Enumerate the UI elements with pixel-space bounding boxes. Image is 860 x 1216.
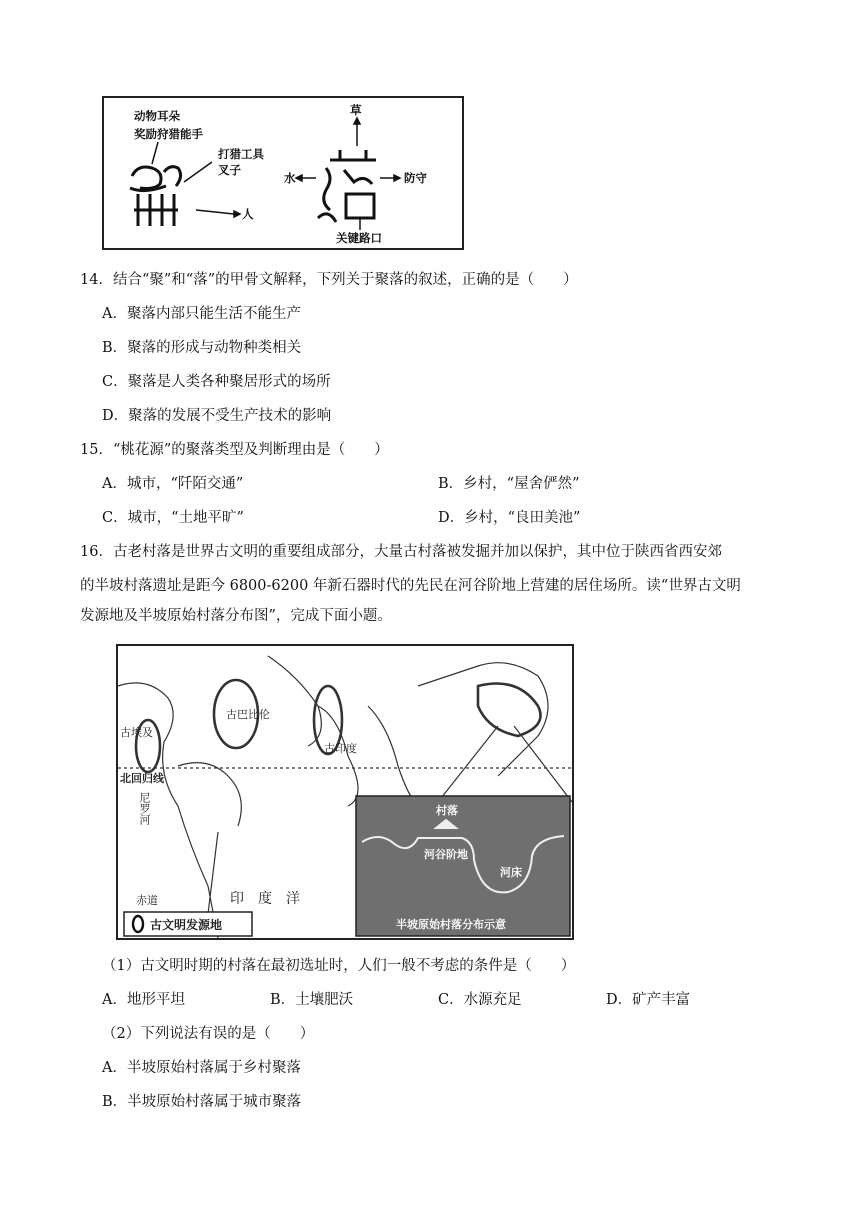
q15-option-b: B．乡村，“屋舍俨然” [438, 476, 580, 492]
q16-sub1-option-b: B．土壤肥沃 [270, 992, 354, 1008]
map-label-ancient-babylon: 古巴比伦 [226, 708, 270, 721]
map-label-equator: 赤道 [136, 894, 158, 907]
q14-option-c: C．聚落是人类各种聚居形式的场所 [102, 374, 331, 390]
q15-stem: 15．“桃花源”的聚落类型及判断理由是（ ） [80, 442, 389, 458]
civilization-map [116, 644, 574, 940]
q14-option-a: A．聚落内部只能生活不能生产 [102, 306, 301, 322]
map-label-indian-ocean: 印 度 洋 [230, 891, 300, 907]
inset-label-riverbed: 河床 [500, 866, 522, 879]
map-drawing [118, 646, 572, 938]
q15-option-a: A．城市，“阡陌交通” [102, 476, 244, 492]
label-key-road: 关键路口 [336, 231, 382, 245]
label-hunting-tool: 打猎工具 [218, 147, 264, 161]
label-grass: 草 [350, 103, 362, 117]
q16-sub2-option-a: A．半坡原始村落属于乡村聚落 [102, 1060, 301, 1076]
map-label-ancient-india: 古印度 [324, 742, 357, 755]
q16-sub2-stem: （2）下列说法有误的是（ ） [102, 1026, 315, 1042]
map-label-north-tropic: 北回归线 [120, 772, 164, 785]
label-person: 人 [242, 207, 254, 221]
q14-option-d: D．聚落的发展不受生产技术的影响 [102, 408, 332, 424]
inset-label-terrace: 河谷阶地 [424, 848, 468, 861]
luo-glyph [318, 150, 376, 222]
label-animal-ears: 动物耳朵 [134, 109, 180, 123]
q16-sub1-option-c: C．水源充足 [438, 992, 522, 1008]
label-fork: 叉子 [218, 163, 241, 177]
q15-option-d: D．乡村，“良田美池” [438, 510, 581, 526]
q16-line-1: 16．古老村落是世界古文明的重要组成部分，大量古村落被发掘并加以保护，其中位于陕西省西安郊 [80, 544, 722, 560]
label-defense: 防守 [404, 171, 427, 185]
q15-option-c: C．城市，“土地平旷” [102, 510, 244, 526]
inset-title: 半坡原始村落分布示意 [396, 918, 506, 931]
map-legend-label: 古文明发源地 [150, 918, 223, 932]
q16-sub2-option-b: B．半坡原始村落属于城市聚落 [102, 1094, 302, 1110]
q16-sub1-option-d: D．矿产丰富 [606, 992, 691, 1008]
oracle-bone-figure [102, 96, 464, 250]
inset-label-village: 村落 [436, 804, 458, 817]
q16-sub1-option-a: A．地形平坦 [102, 992, 185, 1008]
q16-line-2: 的半坡村落遗址是距今 6800-6200 年新石器时代的先民在河谷阶地上营建的居住场所。读“世界古文明 [80, 578, 741, 594]
map-label-nile: 尼罗河 [138, 792, 151, 825]
q14-stem: 14．结合“聚”和“落”的甲骨文解释，下列关于聚落的叙述，正确的是（ ） [80, 272, 578, 288]
q16-line-3: 发源地及半坡原始村落分布图”，完成下面小题。 [80, 608, 392, 624]
q16-sub1-stem: （1）古文明时期的村落在最初选址时，人们一般不考虑的条件是（ ） [102, 958, 576, 974]
label-water: 水 [284, 171, 296, 185]
label-reward-hunter: 奖励狩猎能手 [134, 127, 203, 141]
q14-option-b: B．聚落的形成与动物种类相关 [102, 340, 302, 356]
ju-glyph [130, 167, 181, 226]
map-label-ancient-egypt: 古埃及 [120, 726, 153, 739]
